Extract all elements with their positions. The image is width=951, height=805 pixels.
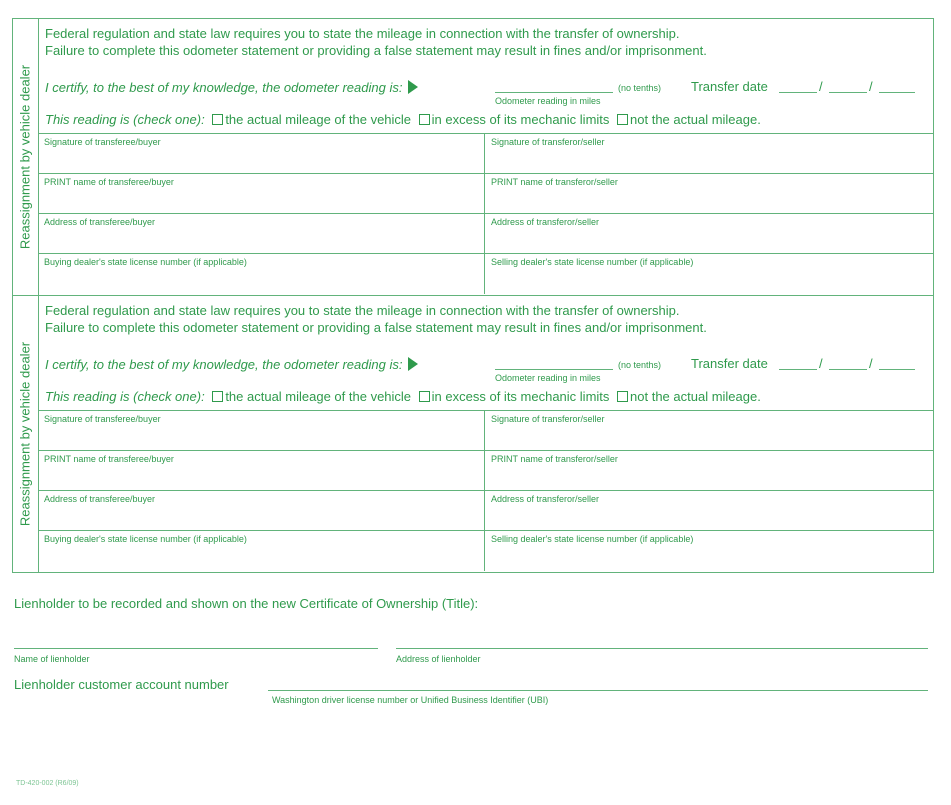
date-slash: / — [869, 79, 873, 94]
certify-statement — [45, 80, 418, 94]
buyer-print-name-field[interactable] — [38, 451, 485, 491]
field-label: Selling dealer's state license number (if applicable) — [491, 534, 694, 544]
buyer-print-name-field[interactable] — [38, 174, 485, 214]
notice-line-2: Failure to complete this odometer statement or providing a false statement may result in fines and/or imprisonment. — [45, 43, 707, 58]
certify-statement — [45, 357, 418, 371]
option-not-actual: not the actual mileage. — [630, 112, 761, 127]
buying-dealer-license-field[interactable] — [38, 531, 485, 571]
check-prompt: This reading is (check one): — [45, 112, 205, 127]
lienholder-account-label: Lienholder customer account number — [14, 677, 229, 692]
option-actual-mileage: the actual mileage of the vehicle — [225, 389, 412, 404]
check-row — [45, 113, 761, 126]
field-label: Address of transferor/seller — [491, 494, 600, 504]
signature-grid — [38, 410, 933, 573]
section-sidebar — [13, 19, 39, 295]
odometer-caption: Odometer reading in miles — [495, 96, 601, 106]
seller-signature-field[interactable] — [485, 134, 933, 174]
date-slash: / — [819, 79, 823, 94]
transfer-date-day-field[interactable] — [829, 369, 867, 370]
field-label: PRINT name of transferee/buyer — [44, 177, 174, 187]
no-tenths-note: (no tenths) — [618, 360, 662, 370]
field-label: PRINT name of transferor/seller — [491, 454, 618, 464]
lienholder-heading: Lienholder to be recorded and shown on the new Certificate of Ownership (Title): — [14, 596, 479, 611]
transfer-date-label: Transfer date — [691, 79, 768, 94]
seller-print-name-field[interactable] — [485, 174, 933, 214]
selling-dealer-license-field[interactable] — [485, 254, 933, 294]
odometer-reading-field[interactable] — [495, 369, 613, 370]
selling-dealer-license-field[interactable] — [485, 531, 933, 571]
checkbox-excess-mechanical-limits[interactable] — [419, 391, 430, 402]
checkbox-not-actual-mileage[interactable] — [617, 391, 628, 402]
date-slash: / — [819, 356, 823, 371]
lienholder-address-label: Address of lienholder — [396, 654, 481, 664]
sidebar-label: Reassignment by vehicle dealer — [17, 64, 33, 250]
notice-line-2: Failure to complete this odometer statement or providing a false statement may result in fines and/or imprisonment. — [45, 320, 707, 335]
buyer-address-field[interactable] — [38, 491, 485, 531]
seller-print-name-field[interactable] — [485, 451, 933, 491]
field-label: Signature of transferor/seller — [491, 137, 605, 147]
field-label: Selling dealer's state license number (if applicable) — [491, 257, 694, 267]
field-label: Address of transferee/buyer — [44, 494, 156, 504]
field-label: PRINT name of transferor/seller — [491, 177, 618, 187]
arrow-right-icon — [408, 80, 418, 94]
field-label: Signature of transferee/buyer — [44, 414, 161, 424]
field-label: Address of transferor/seller — [491, 217, 600, 227]
checkbox-actual-mileage[interactable] — [212, 391, 223, 402]
date-slash: / — [869, 356, 873, 371]
form-number: TD-420-002 (R6/09) — [16, 780, 79, 787]
odometer-caption: Odometer reading in miles — [495, 373, 601, 383]
notice-line-1: Federal regulation and state law requires you to state the mileage in connection with the transfer of ownership. — [45, 303, 680, 318]
buying-dealer-license-field[interactable] — [38, 254, 485, 294]
check-prompt: This reading is (check one): — [45, 389, 205, 404]
checkbox-actual-mileage[interactable] — [212, 114, 223, 125]
certify-text: I certify, to the best of my knowledge, the odometer reading is: — [45, 357, 403, 372]
lienholder-address-field[interactable] — [396, 648, 928, 649]
transfer-date-label: Transfer date — [691, 356, 768, 371]
check-row — [45, 390, 761, 403]
option-excess-limits: in excess of its mechanic limits — [431, 112, 610, 127]
buyer-signature-field[interactable] — [38, 134, 485, 174]
option-not-actual: not the actual mileage. — [630, 389, 761, 404]
seller-address-field[interactable] — [485, 214, 933, 254]
field-label: Buying dealer's state license number (if applicable) — [44, 534, 247, 544]
transfer-date-month-field[interactable] — [779, 369, 817, 370]
buyer-signature-field[interactable] — [38, 411, 485, 451]
no-tenths-note: (no tenths) — [618, 83, 662, 93]
seller-signature-field[interactable] — [485, 411, 933, 451]
signature-grid — [38, 133, 933, 296]
account-caption: Washington driver license number or Unified Business Identifier (UBI) — [272, 695, 549, 705]
sidebar-label: Reassignment by vehicle dealer — [17, 341, 33, 527]
transfer-date-day-field[interactable] — [829, 92, 867, 93]
transfer-date-year-field[interactable] — [879, 369, 915, 370]
transfer-date-year-field[interactable] — [879, 92, 915, 93]
field-label: Buying dealer's state license number (if applicable) — [44, 257, 247, 267]
seller-address-field[interactable] — [485, 491, 933, 531]
option-excess-limits: in excess of its mechanic limits — [431, 389, 610, 404]
field-label: Signature of transferee/buyer — [44, 137, 161, 147]
reassignment-section-1 — [12, 18, 934, 296]
option-actual-mileage: the actual mileage of the vehicle — [225, 112, 412, 127]
buyer-address-field[interactable] — [38, 214, 485, 254]
checkbox-not-actual-mileage[interactable] — [617, 114, 628, 125]
lienholder-account-field[interactable] — [268, 690, 928, 691]
lienholder-name-field[interactable] — [14, 648, 378, 649]
lienholder-name-label: Name of lienholder — [14, 654, 90, 664]
section-sidebar — [13, 296, 39, 572]
arrow-right-icon — [408, 357, 418, 371]
field-label: Signature of transferor/seller — [491, 414, 605, 424]
field-label: PRINT name of transferee/buyer — [44, 454, 174, 464]
reassignment-section-2 — [12, 295, 934, 573]
transfer-date-month-field[interactable] — [779, 92, 817, 93]
checkbox-excess-mechanical-limits[interactable] — [419, 114, 430, 125]
notice-line-1: Federal regulation and state law requires you to state the mileage in connection with the transfer of ownership. — [45, 26, 680, 41]
field-label: Address of transferee/buyer — [44, 217, 156, 227]
odometer-reading-field[interactable] — [495, 92, 613, 93]
certify-text: I certify, to the best of my knowledge, the odometer reading is: — [45, 80, 403, 95]
